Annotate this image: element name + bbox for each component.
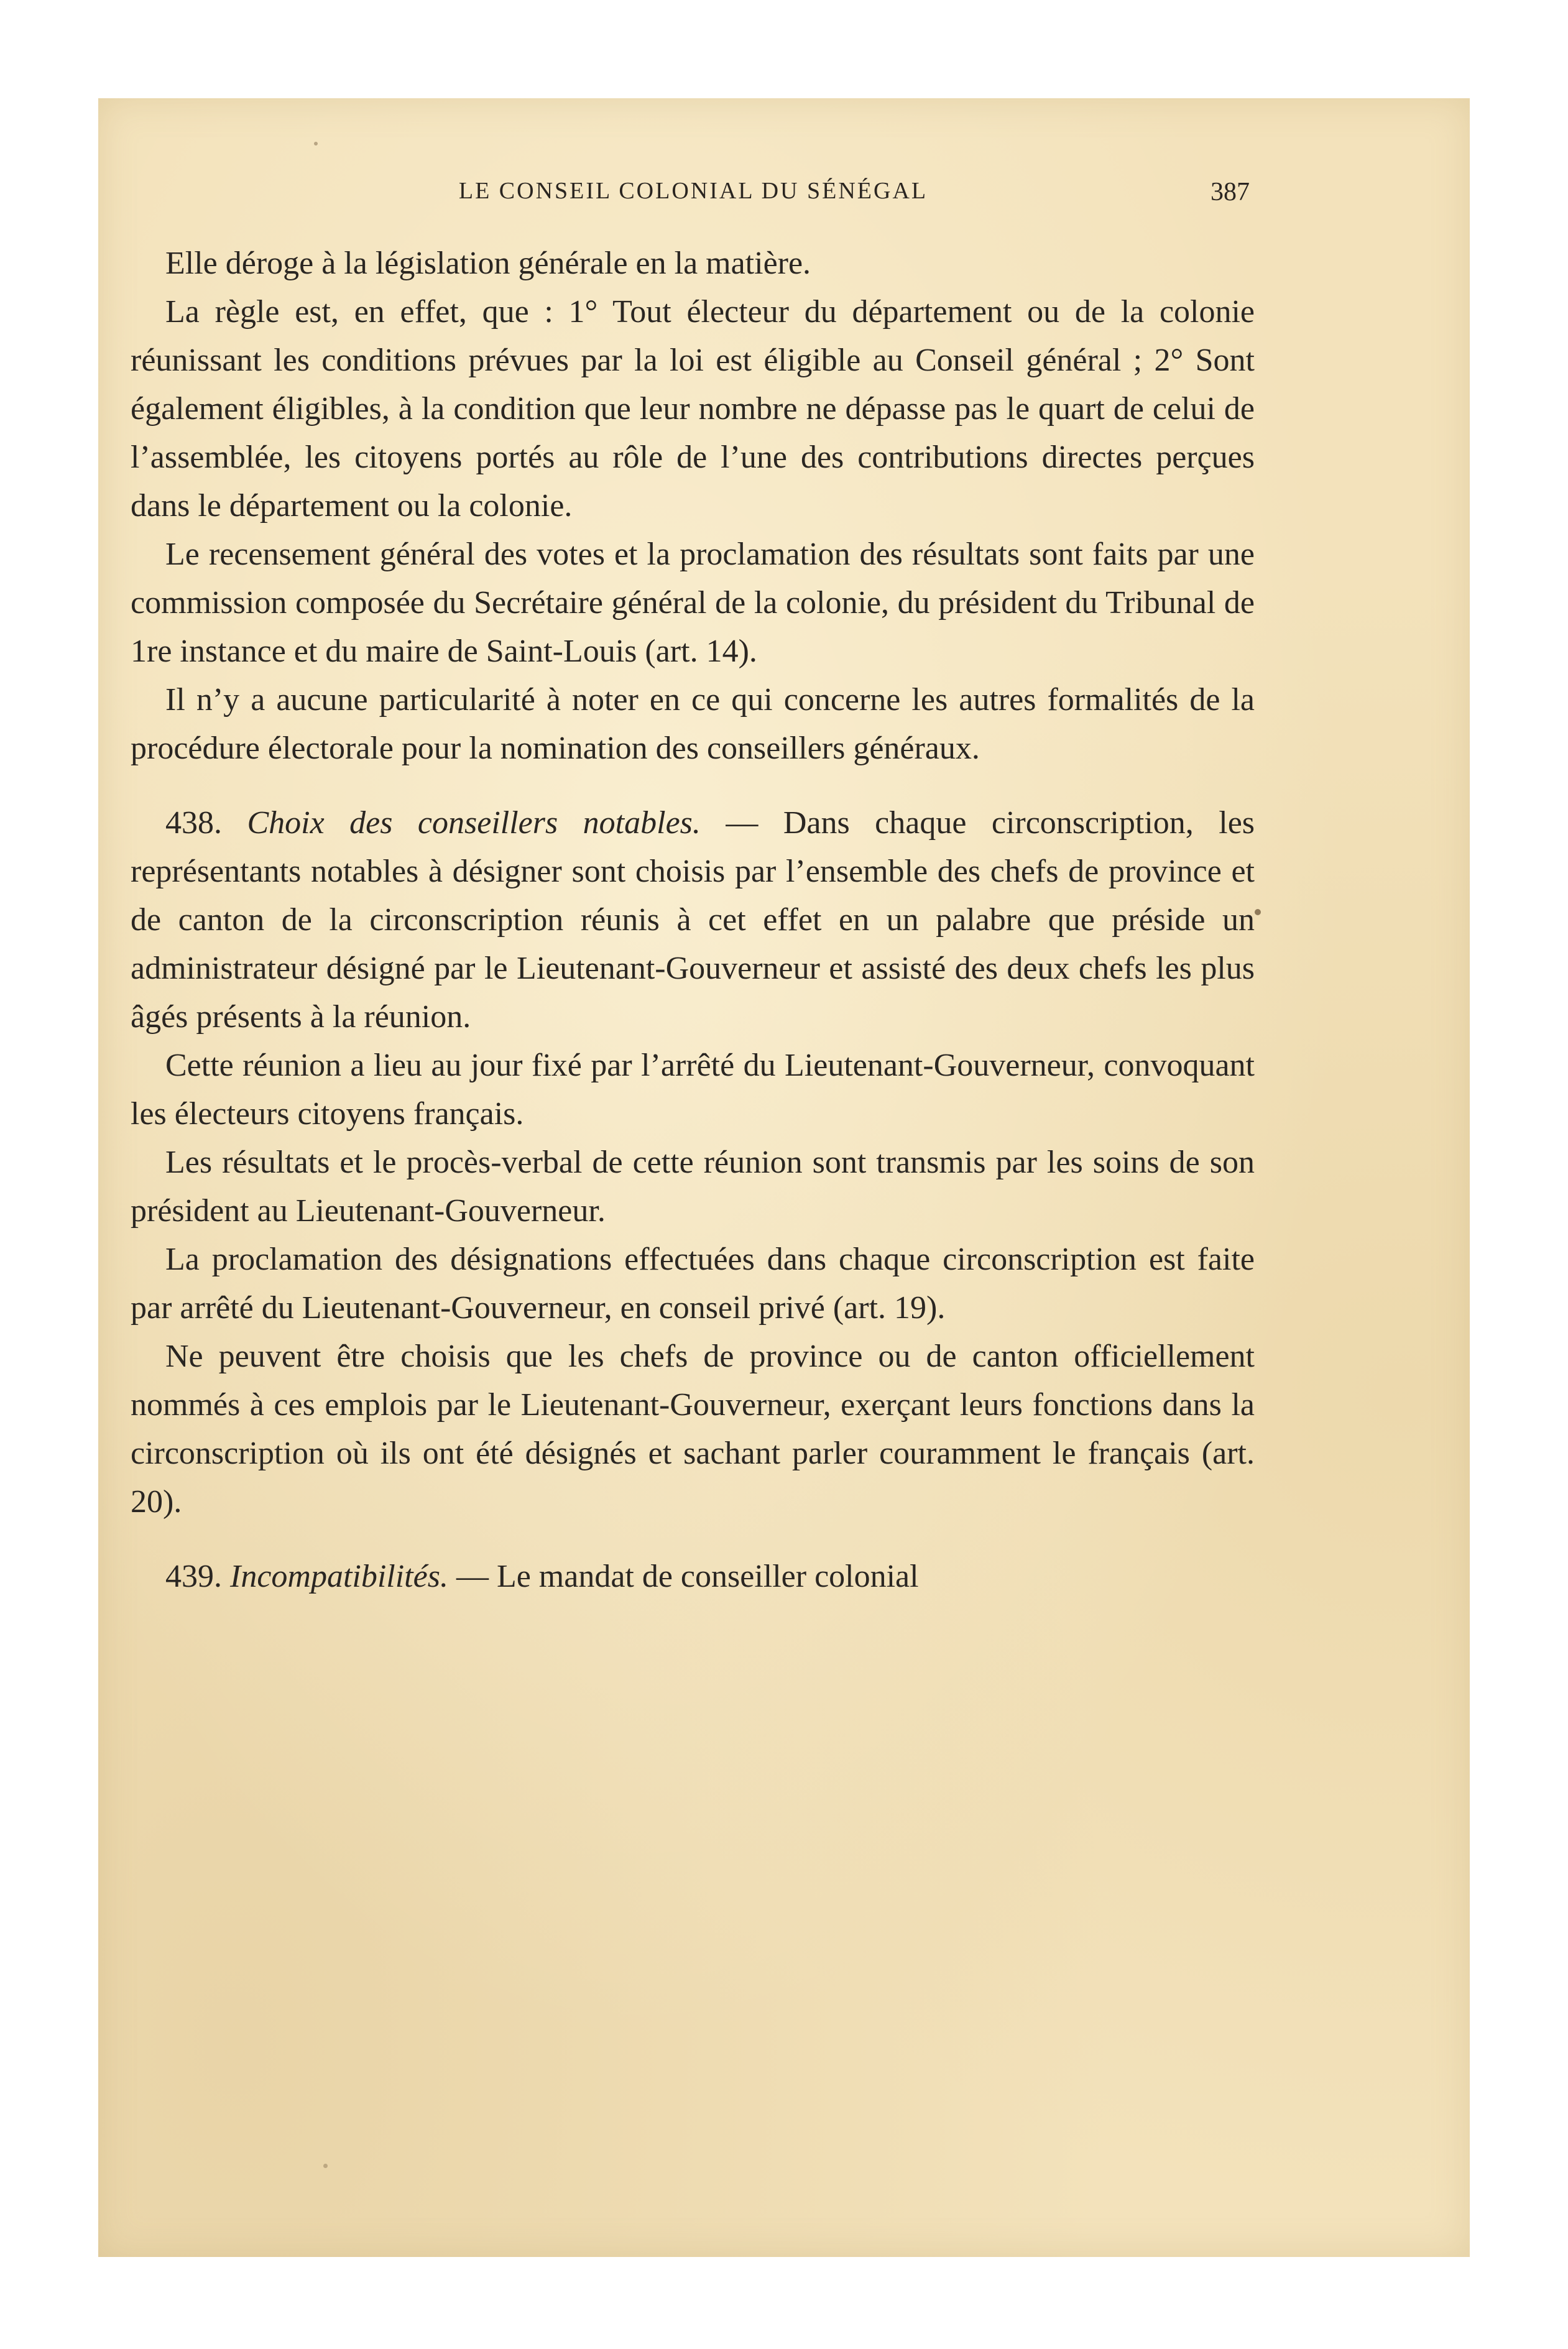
running-title: LE CONSEIL COLONIAL DU SÉNÉGAL — [458, 178, 928, 204]
section-paragraph — [131, 799, 1255, 1041]
paragraph-text: La proclamation des désignations effectuées dans chaque circonscription est faite par arrêté du Lieutenant-Gouverneur, en conseil privé (art. 19). — [131, 1242, 1255, 1326]
section-title: Incompatibilités. — [230, 1559, 448, 1594]
paper-speck — [323, 2164, 328, 2168]
page-number: 387 — [1211, 178, 1250, 206]
paragraph-text: Ne peuvent être choisis que les chefs de province ou de canton officiellement nommés à ces emplois par le Lieutenant-Gouverneur, exerçant leurs fonctions dans la circonscription où ils ont été désignés et sachant parler couramment le français (art. 20). — [131, 1339, 1255, 1520]
paragraph-text: — Dans chaque circonscription, les représentants notables à désigner sont choisis par l’ensemble des chefs de province et de canton de la circonscription réunis à cet effet en un palabre que préside un administrateur désigné par le Lieutenant-Gouverneur et assisté des deux chefs les plus âgés présents à la réunion. — [131, 805, 1255, 1035]
paragraph — [131, 288, 1255, 530]
paragraph-text: Le recensement général des votes et la proclamation des résultats sont faits par une commission composée du Secrétaire général de la colonie, du président du Tribunal de 1re instance et du maire de Saint-Louis (art. 14). — [131, 537, 1255, 669]
paragraph — [131, 676, 1255, 773]
running-head — [137, 177, 1250, 215]
paragraph — [131, 1041, 1255, 1138]
paragraph — [131, 239, 1255, 288]
paragraph-text: Cette réunion a lieu au jour fixé par l’arrêté du Lieutenant-Gouverneur, convoquant les électeurs citoyens français. — [131, 1048, 1255, 1132]
paragraph-text: Elle déroge à la législation générale en la matière. — [165, 246, 811, 281]
paragraph-text: La règle est, en effet, que : 1° Tout électeur du département ou de la colonie réunissant les conditions prévues par la loi est éligible au Conseil général ; 2° Sont également éligibles, à la condition que leur nombre ne dépasse pas le quart de celui de l’assemblée, les citoyens portés au rôle de l’une des contributions directes perçues dans le département ou la colonie. — [131, 294, 1255, 524]
text-body — [131, 239, 1255, 1601]
section-paragraph — [131, 1553, 1255, 1601]
paragraph-text: Les résultats et le procès-verbal de cette réunion sont transmis par les soins de son président au Lieutenant-Gouverneur. — [131, 1145, 1255, 1229]
paper-speck — [314, 142, 318, 145]
paragraph — [131, 530, 1255, 676]
paper-speck — [1255, 909, 1261, 915]
paragraph-text: Il n’y a aucune particularité à noter en ce qui concerne les autres formalités de la procédure électorale pour la nomination des conseillers généraux. — [131, 682, 1255, 766]
section-title: Choix des conseillers notables. — [247, 805, 701, 841]
paragraph — [131, 1332, 1255, 1526]
section-number: 438. — [165, 805, 222, 841]
paragraph-text: — Le mandat de conseiller colonial — [448, 1559, 919, 1594]
section-number: 439. — [165, 1559, 222, 1594]
paragraph — [131, 1235, 1255, 1332]
paragraph — [131, 1138, 1255, 1235]
